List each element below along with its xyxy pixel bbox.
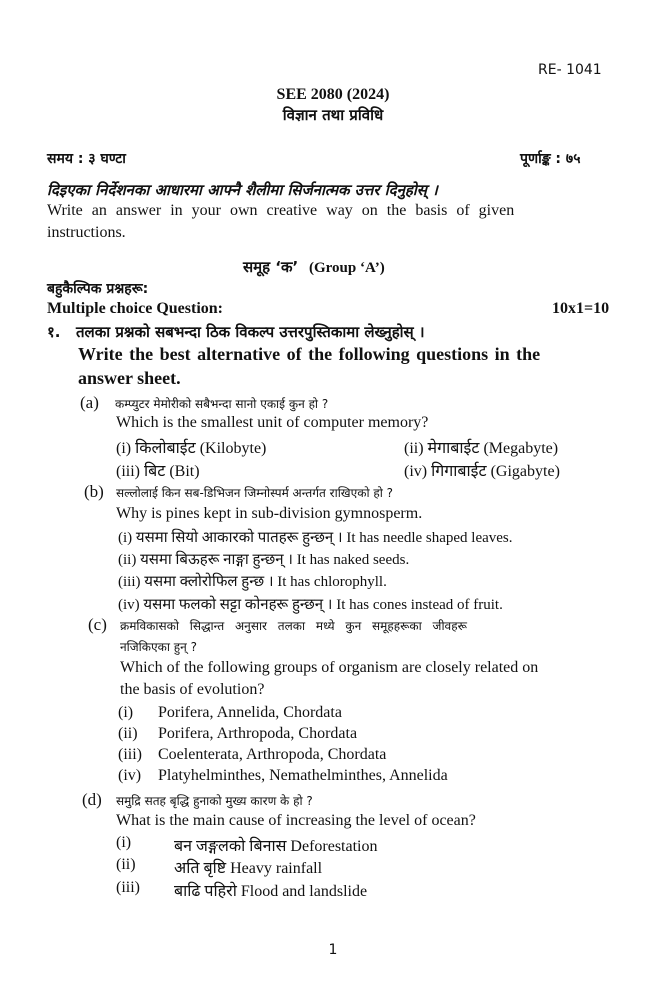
option-a-iii: (iii) बिट (Bit) [116, 463, 200, 480]
mcq-marks: 10x1=10 [552, 300, 610, 317]
option-d-ii: अति बृष्टि Heavy rainfall [174, 860, 323, 877]
time-label: समय : ३ घण्टा [47, 151, 126, 167]
sub-question-d-english: What is the main cause of increasing the level of ocean? [116, 812, 476, 829]
sub-question-a-english: Which is the smallest unit of computer memory? [116, 414, 429, 431]
option-c-ii: Porifera, Arthropoda, Chordata [158, 725, 358, 742]
group-heading-nepali: समूह ‘क’ [243, 258, 299, 276]
option-b-iii: (iii) यसमा क्लोरोफिल हुन्छ । It has chlorophyll. [118, 574, 387, 590]
option-c-i-number: (i) [118, 704, 134, 721]
option-c-i: Porifera, Annelida, Chordata [158, 704, 342, 721]
full-marks-label: पूर्णाङ्क : ७५ [520, 151, 581, 167]
instruction-english-line1: Write an answer in your own creative way on the basis of given [47, 202, 515, 219]
question-nepali: तलका प्रश्नको सबभन्दा ठिक विकल्प उत्तरपुस्तिकामा लेख्नुहोस् । [76, 323, 425, 341]
sub-question-c-nepali-line2: नजिकिएका हुन् ? [120, 640, 197, 654]
instruction-english-line2: instructions. [47, 224, 126, 241]
exam-title: SEE 2080 (2024) [276, 86, 390, 103]
option-d-iii-number: (iii) [116, 879, 140, 896]
sub-question-b-nepali: सल्लोलाई किन सब-डिभिजन जिम्नोस्पर्म अन्तर्गत राखिएको हो ? [116, 486, 394, 500]
option-d-i: बन जङ्गलको बिनास Deforestation [174, 838, 378, 855]
sub-question-a-nepali: कम्प्युटर मेमोरीको सबैभन्दा सानो एकाई कुन हो ? [115, 397, 329, 411]
option-a-i: (i) किलोबाईट (Kilobyte) [116, 440, 267, 457]
sub-question-c-english-line1: Which of the following groups of organism are closely related on [120, 659, 539, 676]
option-d-i-number: (i) [116, 834, 132, 851]
question-number: १. [47, 323, 61, 341]
mcq-heading-nepali: बहुकैल्पिक प्रश्नहरू: [47, 281, 149, 297]
group-heading [243, 257, 385, 277]
instruction-nepali: दिइएका निर्देशनका आधारमा आफ्नै शैलीमा सिर्जनात्मक उत्तर दिनुहोस् । [47, 181, 438, 199]
option-c-ii-number: (ii) [118, 725, 138, 742]
sub-question-a-label: (a) [80, 393, 99, 412]
option-d-ii-number: (ii) [116, 856, 136, 873]
group-heading-english: (Group ‘A’) [309, 260, 385, 276]
option-b-iv: (iv) यसमा फलको सट्टा कोनहरू हुन्छन् । It has cones instead of fruit. [118, 597, 503, 613]
option-c-iv-number: (iv) [118, 767, 142, 784]
sub-question-c-nepali-line1: क्रमविकासको सिद्धान्त अनुसार तलका मध्ये कुन समूहहरूका जीवहरू [120, 619, 467, 633]
option-a-iv: (iv) गिगाबाईट (Gigabyte) [404, 463, 560, 480]
option-c-iv: Platyhelminthes, Nemathelminthes, Annelida [158, 767, 448, 784]
exam-code: RE- 1041 [538, 62, 602, 78]
option-b-i: (i) यसमा सियो आकारको पातहरू हुन्छन् । It has needle shaped leaves. [118, 530, 513, 546]
subject-title: विज्ञान तथा प्रविधि [282, 106, 384, 124]
mcq-heading-english: Multiple choice Question: [47, 300, 223, 317]
question-english-line1: Write the best alternative of the following questions in the [78, 344, 541, 364]
question-english-line2: answer sheet. [78, 368, 181, 388]
sub-question-d-nepali: समुद्रि सतह बृद्धि हुनाको मुख्य कारण के हो ? [116, 794, 313, 808]
option-a-ii: (ii) मेगाबाईट (Megabyte) [404, 440, 559, 457]
option-d-iii: बाढि पहिरो Flood and landslide [174, 883, 368, 900]
option-c-iii: Coelenterata, Arthropoda, Chordata [158, 746, 387, 763]
sub-question-c-label: (c) [88, 615, 107, 634]
option-c-iii-number: (iii) [118, 746, 142, 763]
option-b-ii: (ii) यसमा बिऊहरू नाङ्गा हुन्छन् । It has naked seeds. [118, 552, 410, 568]
sub-question-d-label: (d) [82, 790, 102, 809]
sub-question-b-label: (b) [84, 482, 104, 501]
page-number: 1 [328, 942, 338, 958]
sub-question-b-english: Why is pines kept in sub-division gymnosperm. [116, 505, 423, 522]
sub-question-c-english-line2: the basis of evolution? [120, 681, 265, 698]
